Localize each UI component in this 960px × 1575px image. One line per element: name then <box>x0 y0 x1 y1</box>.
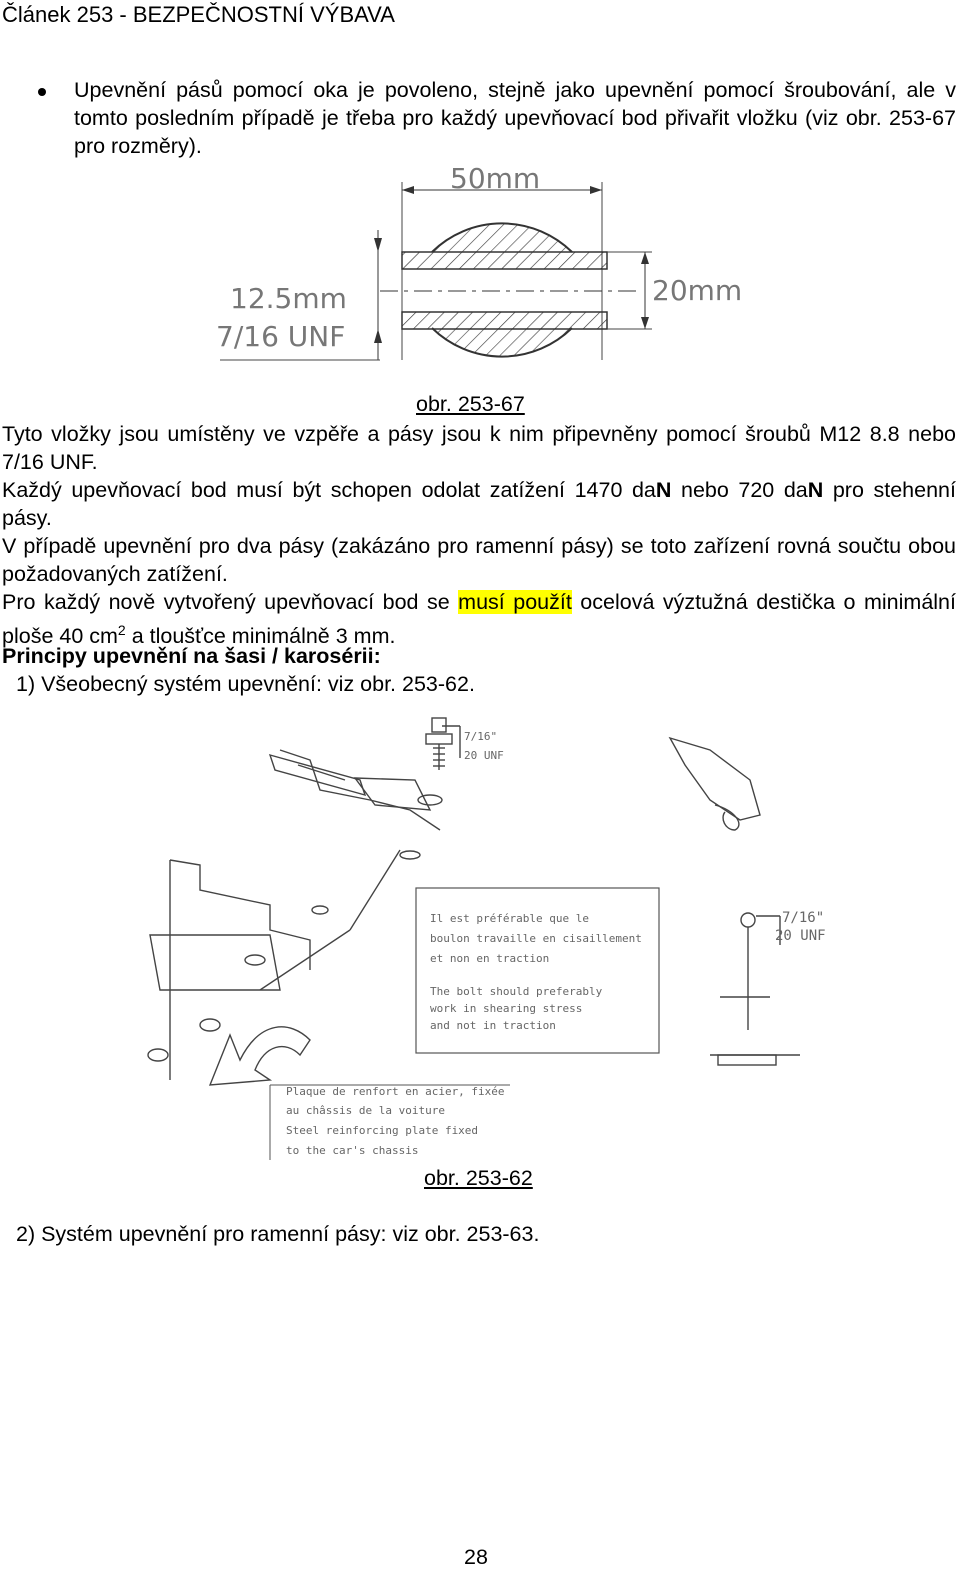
page-number: 28 <box>464 1545 488 1569</box>
paragraph-1: Tyto vložky jsou umístěny ve vzpěře a pásy jsou k nim připevněny pomocí šroubů M12 8.8 nebo 7/16 UNF. <box>2 422 956 474</box>
plate-en-1: Steel reinforcing plate fixed <box>286 1124 479 1137</box>
paragraph-4: Pro každý nově vytvořený upevňovací bod se musí použít ocelová výztužná destička o minimální ploše 40 $cm^2$ a tloušťce minimálně 3 mm. <box>2 590 956 649</box>
paragraph-3: V případě upevnění pro dva pásy (zakázáno pro ramenní pásy) se toto zařízení rovná součtu obou požadovaných zatížení. <box>2 534 956 586</box>
dim-20mm: 20mm <box>652 274 743 307</box>
figure-253-67 <box>200 160 760 375</box>
figure-caption-253-62: obr. 253-62 <box>424 1166 533 1190</box>
plate-fr-1: Plaque de renfort en acier, fixée <box>286 1085 505 1098</box>
paragraph-2: Každý upevňovací bod musí být schopen odolat zatížení 1470 daN nebo 720 daN pro stehenní pásy. <box>2 478 956 530</box>
right-label-2: 20 UNF <box>775 928 826 944</box>
section-heading: Principy upevnění na šasi / karosérii: <box>2 644 381 668</box>
note-fr-2: boulon travaille en cisaillement <box>430 932 642 945</box>
note-en-2: work in shearing stress <box>430 1002 583 1015</box>
figure-253-62 <box>110 700 870 1160</box>
right-label-1: 7/16" <box>782 910 825 926</box>
dim-50mm: 50mm <box>450 162 541 195</box>
plate-fr-2: au châssis de la voiture <box>286 1104 445 1117</box>
dim-12-5mm: 12.5mm <box>230 282 347 315</box>
dim-7-16-unf: 7/16 UNF <box>216 320 346 353</box>
note-en-3: and not in traction <box>430 1019 556 1032</box>
figure-caption-253-67: obr. 253-67 <box>416 392 525 416</box>
list-item-2: 2) Systém upevnění pro ramenní pásy: viz obr. 253-63. <box>16 1222 540 1246</box>
bolt-label-2: 20 UNF <box>464 749 504 762</box>
plate-en-2: to the car's chassis <box>286 1144 419 1157</box>
bolt-label-1: 7/16" <box>464 730 498 743</box>
note-en-1: The bolt should preferably <box>430 985 603 998</box>
highlight: musí použít <box>458 590 572 614</box>
bullet-text: Upevnění pásů pomocí oka je povoleno, stejně jako upevnění pomocí šroubování, ale v tomto posledním případě je třeba pro každý upevňovací bod přivařit vložku (viz obr. 253-67 pro rozměry). <box>74 78 956 158</box>
page-header: Článek 253 - BEZPEČNOSTNÍ VÝBAVA <box>2 2 395 27</box>
bullet-dot <box>38 88 46 96</box>
note-fr-3: et non en traction <box>430 952 550 965</box>
bullet-item <box>38 76 956 160</box>
note-fr-1: Il est préférable que le <box>430 912 589 925</box>
list-item-1: 1) Všeobecný systém upevnění: viz obr. 253-62. <box>16 672 475 696</box>
